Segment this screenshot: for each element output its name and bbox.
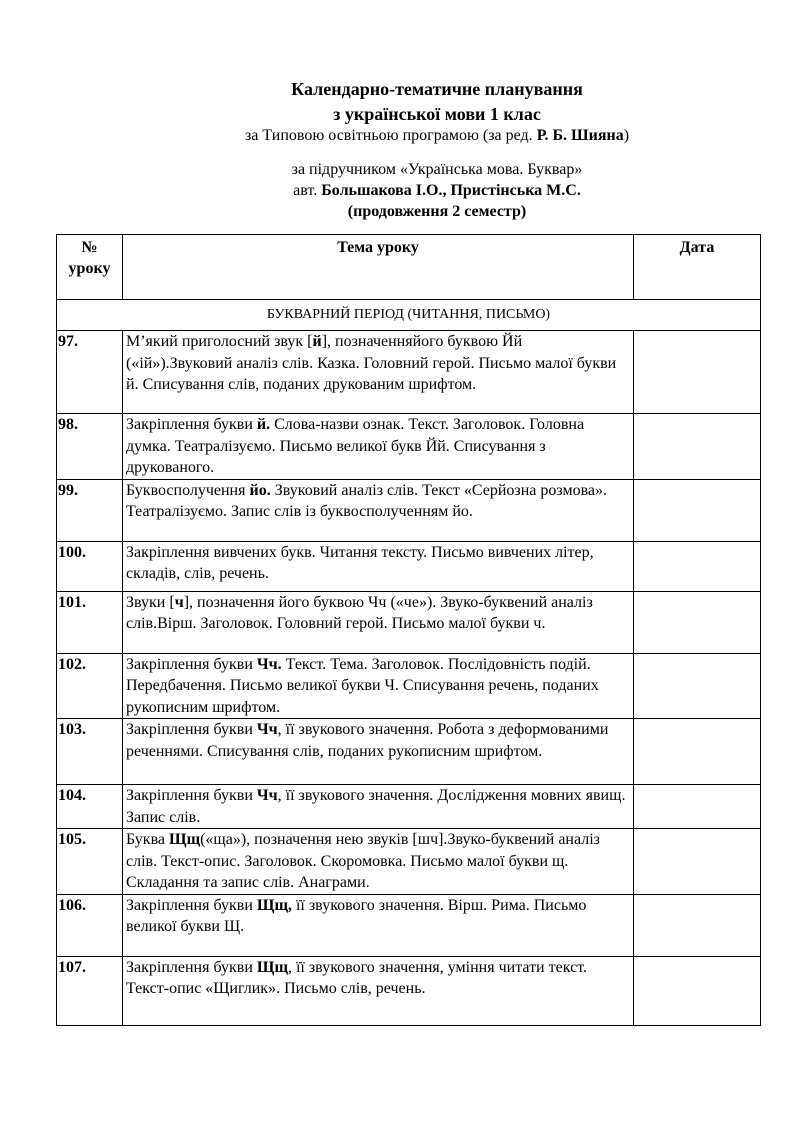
- table-row: [57, 331, 761, 414]
- lesson-number: 102.: [57, 653, 123, 719]
- topic-highlight: Щщ,: [256, 896, 292, 914]
- table-row: [57, 541, 761, 591]
- lesson-number: 97.: [57, 331, 123, 414]
- topic-text: Звуки [: [126, 593, 175, 611]
- topic-highlight: ч: [174, 593, 184, 611]
- table-row: [57, 894, 761, 956]
- topic-text: Звуковий аналіз слів. Текст «Серйозна розмова». Театралізуємо. Запис слів із буквосполученням йо.: [126, 481, 608, 520]
- topic-text: Закріплення букви: [126, 958, 257, 976]
- topic-text: ], позначення його буквою Чч («че»). Звуко-буквений аналіз слів.Вірш. Заголовок. Головний герой. Письмо малої букви ч.: [126, 593, 593, 632]
- lesson-topic: [123, 653, 634, 719]
- section-title: БУКВАРНИЙ ПЕРІОД (ЧИТАННЯ, ПИСЬМО): [57, 300, 761, 331]
- lesson-number: 106.: [57, 894, 123, 956]
- lesson-date: [634, 956, 761, 1025]
- lesson-number: 98.: [57, 414, 123, 480]
- header-number: [57, 235, 123, 300]
- topic-text: ], позначенняйого буквою Йй («ій»).Звуковий аналіз слів. Казка. Головний герой. Письмо малої букви й. Списування слів, поданих друкованим шрифтом.: [126, 333, 617, 393]
- topic-text: Буквосполучення: [126, 481, 250, 499]
- lesson-date: [634, 331, 761, 414]
- topic-text: Закріплення букви: [126, 416, 257, 433]
- program-editor: Р. Б. Шияна: [536, 127, 624, 144]
- section-row: [57, 300, 761, 331]
- lesson-date: [634, 479, 761, 541]
- lesson-date: [634, 591, 761, 653]
- lesson-number: 105.: [57, 829, 123, 895]
- lesson-topic: [123, 956, 634, 1025]
- table-header-row: [57, 235, 761, 300]
- table-row: [57, 479, 761, 541]
- program-line: [40, 127, 794, 145]
- topic-text: Текст. Тема. Заголовок. Послідовність подій. Передбачення. Письмо великої букви Ч. Списування речень, поданих рукописним шрифтом.: [126, 655, 599, 716]
- table-row: [57, 719, 761, 785]
- continuation-note: (продовження 2 семестр): [347, 203, 527, 220]
- lesson-topic: [123, 479, 634, 541]
- topic-text: («ща»), позначення нею звуків [шч].Звуко-буквений аналіз слів. Текст-опис. Заголовок. Скоромовка. Письмо малої букви щ. Складання та запис слів. Анаграми.: [126, 831, 600, 891]
- lesson-number: 107.: [57, 956, 123, 1025]
- lesson-date: [634, 414, 761, 480]
- topic-text: Слова-назви ознак. Текст. Заголовок. Головна думка. Театралізуємо. Письмо великої букв Йй. Списування з друкованого.: [126, 416, 585, 476]
- header-number-word: уроку: [68, 260, 111, 277]
- program-suffix: ): [623, 127, 630, 144]
- topic-text: М’який приголосний звук [: [126, 333, 313, 350]
- lesson-date: [634, 653, 761, 719]
- topic-text: , її звукового значення. Робота з деформованими реченнями. Списування слів, поданих рукописним шрифтом.: [126, 721, 609, 760]
- lesson-number: 101.: [57, 591, 123, 653]
- table-row: [57, 785, 761, 829]
- table-row: [57, 829, 761, 895]
- topic-text: Закріплення букви: [126, 655, 257, 673]
- topic-highlight: Чч: [256, 721, 278, 738]
- topic-text: Закріплення вивчених букв. Читання тексту. Письмо вивчених літер, складів, слів, речень.: [126, 543, 594, 582]
- lesson-topic: [123, 414, 634, 480]
- topic-text: , її звукового значення. Дослідження мовних явищ. Запис слів.: [126, 787, 626, 826]
- lesson-topic: [123, 719, 634, 785]
- lesson-plan-table: [56, 234, 761, 1026]
- lesson-topic: [123, 785, 634, 829]
- topic-highlight: Щщ: [169, 831, 201, 848]
- topic-text: її звукового значення. Вірш. Рима. Письмо великої букви Щ.: [126, 896, 587, 935]
- table-row: [57, 956, 761, 1025]
- header-date: Дата: [634, 235, 761, 300]
- lesson-topic: [123, 331, 634, 414]
- authors-line: [40, 182, 794, 200]
- table-row: [57, 591, 761, 653]
- lesson-date: [634, 541, 761, 591]
- page-title: Календарно-тематичне планування: [291, 79, 583, 99]
- lesson-topic: [123, 829, 634, 895]
- lesson-date: [634, 719, 761, 785]
- header-topic: Тема уроку: [123, 235, 634, 300]
- lesson-date: [634, 894, 761, 956]
- authors-prefix: авт.: [293, 182, 322, 199]
- lesson-topic: [123, 894, 634, 956]
- topic-highlight: Чч.: [256, 655, 282, 673]
- lesson-topic: [123, 591, 634, 653]
- authors-names: Большакова І.О., Пристінська М.С.: [321, 182, 581, 199]
- topic-text: Буква: [126, 831, 170, 848]
- program-prefix: за Типовою освітньою програмою (за ред.: [244, 127, 537, 144]
- topic-highlight: Чч: [256, 787, 278, 804]
- header-number-sign: №: [81, 239, 98, 256]
- topic-text: Закріплення букви: [126, 787, 257, 804]
- lesson-number: 99.: [57, 479, 123, 541]
- textbook-line: за підручником «Українська мова. Буквар»: [291, 161, 583, 178]
- topic-highlight: йо.: [249, 481, 271, 499]
- lesson-number: 104.: [57, 785, 123, 829]
- table-row: [57, 653, 761, 719]
- page-subtitle: з української мови 1 клас: [333, 104, 541, 124]
- topic-highlight: й.: [256, 416, 271, 433]
- table-row: [57, 414, 761, 480]
- topic-highlight: й: [312, 333, 322, 350]
- lesson-topic: [123, 541, 634, 591]
- lesson-date: [634, 829, 761, 895]
- lesson-number: 103.: [57, 719, 123, 785]
- lesson-date: [634, 785, 761, 829]
- topic-text: Закріплення букви: [126, 721, 257, 738]
- topic-text: Закріплення букви: [126, 896, 257, 914]
- topic-text: , її звукового значення, уміння читати текст. Текст-опис «Щиглик». Письмо слів, речень.: [126, 958, 587, 997]
- lesson-number: 100.: [57, 541, 123, 591]
- topic-highlight: Щщ: [256, 958, 288, 976]
